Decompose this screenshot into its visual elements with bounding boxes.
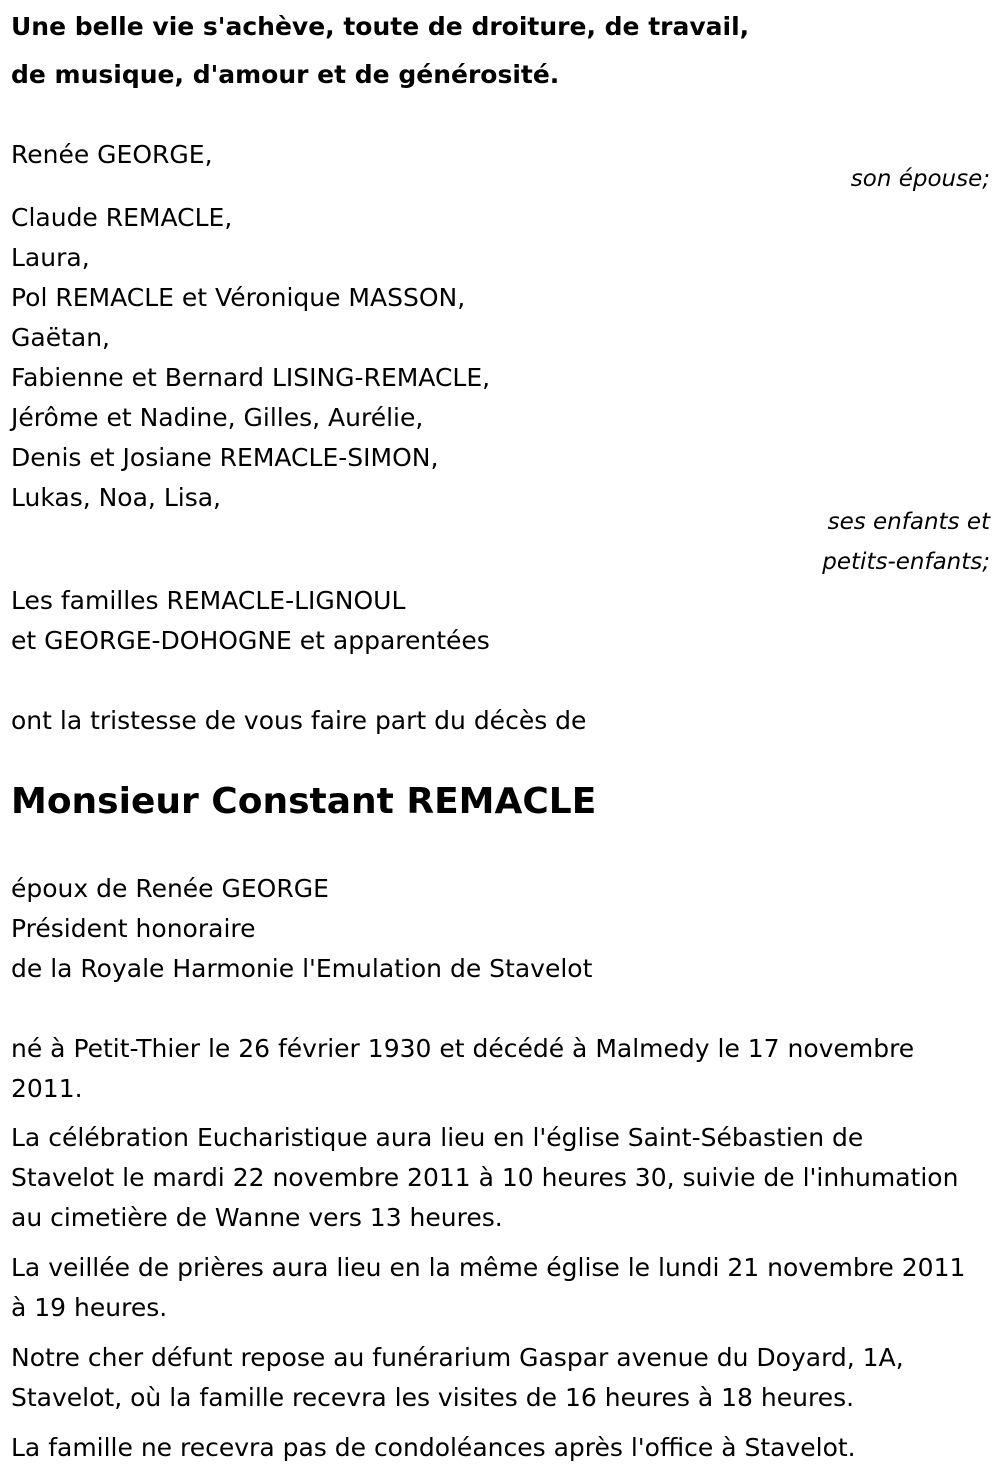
announcement: ont la tristesse de vous faire part du décès de <box>11 706 587 735</box>
child-line: Laura, <box>11 243 90 272</box>
funerarium-paragraph: Notre cher défunt repose au funérarium Gaspar avenue du Doyard, 1A, Stavelot, où la famille recevra les visites de 16 heures à 18 heures. <box>11 1343 904 1412</box>
vigil-paragraph: La veillée de prières aura lieu en la même église le lundi 21 novembre 2011 à 19 heures. <box>11 1253 966 1322</box>
children-role-line-2: petits-enfants; <box>822 549 990 575</box>
title-line: de la Royale Harmonie l'Emulation de Stavelot <box>11 954 593 983</box>
families-line-1: Les familles REMACLE-LIGNOUL <box>11 586 406 615</box>
spouse-role: son épouse; <box>850 166 990 192</box>
child-line: Jérôme et Nadine, Gilles, Aurélie, <box>11 403 424 432</box>
families-line-2: et GEORGE-DOHOGNE et apparentées <box>11 626 490 655</box>
intro-line-2: de musique, d'amour et de générosité. <box>11 60 560 89</box>
child-line: Fabienne et Bernard LISING-REMACLE, <box>11 363 491 392</box>
children-role-line-1: ses enfants et <box>827 509 990 535</box>
child-line: Gaëtan, <box>11 323 110 352</box>
spouse-name: Renée GEORGE, <box>11 140 213 169</box>
title-line: Président honoraire <box>11 914 256 943</box>
condolences-paragraph: La famille ne recevra pas de condoléances après l'office à Stavelot. <box>11 1433 856 1462</box>
title-line: époux de Renée GEORGE <box>11 874 329 903</box>
intro-line-1: Une belle vie s'achève, toute de droiture, de travail, <box>11 12 750 41</box>
child-line: Pol REMACLE et Véronique MASSON, <box>11 283 466 312</box>
child-line: Lukas, Noa, Lisa, <box>11 483 221 512</box>
deceased-name: Monsieur Constant REMACLE <box>11 781 597 822</box>
funeral-paragraph: La célébration Eucharistique aura lieu en l'église Saint-Sébastien de Stavelot le mardi 22 novembre 2011 à 10 heures 30, suivie de l'inhumation au cimetière de Wanne vers 13 heures. <box>11 1123 959 1232</box>
child-line: Denis et Josiane REMACLE-SIMON, <box>11 443 439 472</box>
child-line: Claude REMACLE, <box>11 203 233 232</box>
birth-death-paragraph: né à Petit-Thier le 26 février 1930 et décédé à Malmedy le 17 novembre 2011. <box>11 1034 915 1103</box>
